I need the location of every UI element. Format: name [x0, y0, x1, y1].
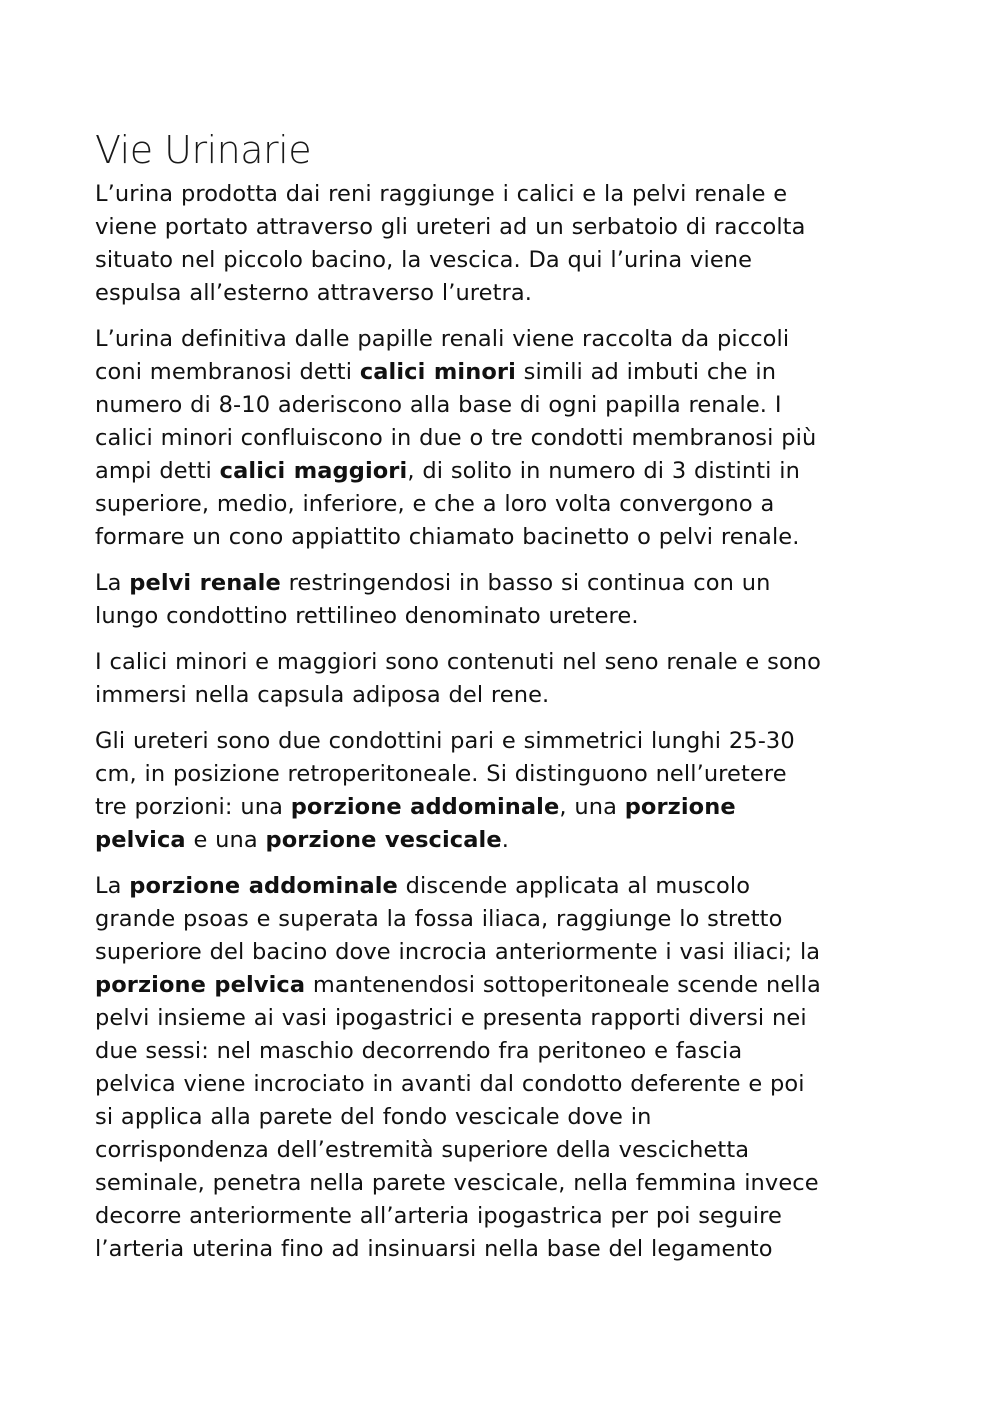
- text-segment: corrispondenza dell’estremità superiore della vescichetta: [95, 1137, 750, 1163]
- bold-term: porzione addominale: [290, 794, 560, 820]
- text-line: [95, 1101, 907, 1134]
- bold-term: porzione pelvica: [95, 972, 306, 998]
- text-segment: grande psoas e superata la fossa iliaca, raggiunge lo stretto: [95, 906, 783, 932]
- text-line: [95, 211, 907, 244]
- bold-term: porzione vescicale: [265, 827, 502, 853]
- bold-term: calici minori: [359, 359, 516, 385]
- text-segment: l’arteria uterina fino ad insinuarsi nella base del legamento: [95, 1236, 773, 1262]
- text-segment: simili ad imbuti che in: [515, 359, 777, 385]
- text-segment: lungo condottino rettilineo denominato uretere.: [95, 603, 639, 629]
- text-line: [95, 1035, 907, 1068]
- text-line: [95, 679, 907, 712]
- bold-term: calici maggiori: [219, 458, 408, 484]
- text-segment: seminale, penetra nella parete vescicale, nella femmina invece: [95, 1170, 819, 1196]
- text-segment: formare un cono appiattito chiamato bacinetto o pelvi renale.: [95, 524, 800, 550]
- text-line: [95, 521, 907, 554]
- text-segment: .: [501, 827, 509, 853]
- page-title: Vie Urinarie: [95, 128, 312, 172]
- text-line: [95, 455, 907, 488]
- text-segment: mantenendosi sottoperitoneale scende nella: [305, 972, 821, 998]
- text-line: [95, 356, 907, 389]
- text-line: [95, 600, 907, 633]
- paragraph: [95, 178, 907, 310]
- text-line: [95, 791, 907, 824]
- bold-term: porzione addominale: [129, 873, 398, 899]
- text-line: [95, 1233, 907, 1266]
- text-line: [95, 646, 907, 679]
- bold-term: pelvi renale: [129, 570, 281, 596]
- text-line: [95, 389, 907, 422]
- text-segment: situato nel piccolo bacino, la vescica. Da qui l’urina viene: [95, 247, 753, 273]
- document-body: [95, 178, 907, 1266]
- text-segment: viene portato attraverso gli ureteri ad un serbatoio di raccolta: [95, 214, 806, 240]
- text-line: [95, 824, 907, 857]
- text-segment: decorre anteriormente all’arteria ipogastrica per poi seguire: [95, 1203, 782, 1229]
- text-segment: I calici minori e maggiori sono contenuti nel seno renale e sono: [95, 649, 822, 675]
- text-segment: numero di 8-10 aderiscono alla base di ogni papilla renale. I: [95, 392, 782, 418]
- text-line: [95, 567, 907, 600]
- paragraph: [95, 870, 907, 1266]
- text-line: [95, 277, 907, 310]
- text-line: [95, 488, 907, 521]
- text-segment: si applica alla parete del fondo vescicale dove in: [95, 1104, 652, 1130]
- text-segment: e una: [185, 827, 266, 853]
- text-segment: restringendosi in basso si continua con un: [280, 570, 771, 596]
- text-line: [95, 870, 907, 903]
- text-line: [95, 1002, 907, 1035]
- text-segment: tre porzioni: una: [95, 794, 291, 820]
- text-line: [95, 422, 907, 455]
- paragraph: [95, 646, 907, 712]
- text-segment: ampi detti: [95, 458, 220, 484]
- text-line: [95, 1134, 907, 1167]
- text-segment: calici minori confluiscono in due o tre condotti membranosi più: [95, 425, 817, 451]
- text-line: [95, 903, 907, 936]
- text-segment: pelvi insieme ai vasi ipogastrici e presenta rapporti diversi nei: [95, 1005, 807, 1031]
- text-segment: superiore del bacino dove incrocia anteriormente i vasi iliaci; la: [95, 939, 821, 965]
- text-segment: La: [95, 873, 130, 899]
- text-segment: espulsa all’esterno attraverso l’uretra.: [95, 280, 533, 306]
- text-segment: immersi nella capsula adiposa del rene.: [95, 682, 550, 708]
- text-line: [95, 1167, 907, 1200]
- text-segment: La: [95, 570, 130, 596]
- text-line: [95, 244, 907, 277]
- document-page: [95, 126, 907, 1279]
- text-segment: coni membranosi detti: [95, 359, 360, 385]
- bold-term: porzione: [624, 794, 736, 820]
- text-line: [95, 1200, 907, 1233]
- text-segment: L’urina definitiva dalle papille renali viene raccolta da piccoli: [95, 326, 790, 352]
- text-segment: , di solito in numero di 3 distinti in: [407, 458, 800, 484]
- text-segment: due sessi: nel maschio decorrendo fra peritoneo e fascia: [95, 1038, 743, 1064]
- text-segment: , una: [559, 794, 625, 820]
- text-segment: cm, in posizione retroperitoneale. Si distinguono nell’uretere: [95, 761, 787, 787]
- text-segment: discende applicata al muscolo: [397, 873, 751, 899]
- text-segment: L’urina prodotta dai reni raggiunge i calici e la pelvi renale e: [95, 181, 788, 207]
- text-line: [95, 725, 907, 758]
- text-line: [95, 936, 907, 969]
- bold-term: pelvica: [95, 827, 186, 853]
- text-line: [95, 969, 907, 1002]
- text-line: [95, 178, 907, 211]
- paragraph: [95, 567, 907, 633]
- paragraph: [95, 725, 907, 857]
- text-segment: pelvica viene incrociato in avanti dal condotto deferente e poi: [95, 1071, 805, 1097]
- text-line: [95, 758, 907, 791]
- text-line: [95, 1068, 907, 1101]
- paragraph: [95, 323, 907, 554]
- text-segment: superiore, medio, inferiore, e che a loro volta convergono a: [95, 491, 775, 517]
- text-line: [95, 323, 907, 356]
- text-segment: Gli ureteri sono due condottini pari e simmetrici lunghi 25-30: [95, 728, 795, 754]
